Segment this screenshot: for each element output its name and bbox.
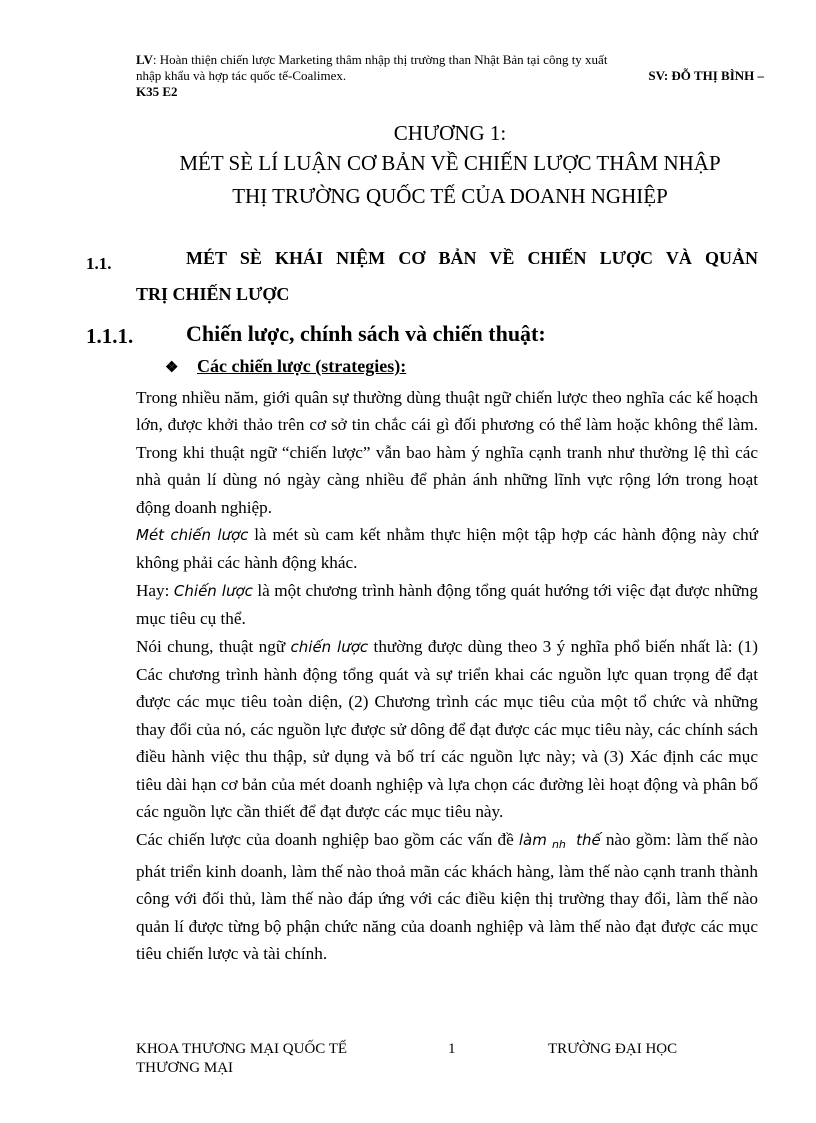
page-header <box>136 52 764 100</box>
page-number: 1 <box>448 1041 456 1057</box>
body-text <box>136 384 758 968</box>
section-1-1-1-title: Chiến lược, chính sách và chiến thuật: <box>186 321 546 346</box>
paragraph-4: Nói chung, thuật ngữ chiến lược thường được dùng theo 3 ý nghĩa phổ biến nhất là: (1) Các chương trình hành động tổng quát và sự triển khai các nguồn lực quan trọng để đạt được các mục tiêu toàn diện, (2) Chương trình các mục tiêu của một tổ chức và những thay đổi của nó, các nguồn lực được sử dông để đạt được các mục tiêu này, các chính sách điều hành việc thu thập, sử dụng và bố trí các nguồn lực này; và (3) Xác định các mục tiêu dài hạn cơ bản của mét doanh nghiệp và lựa chọn các đường lèi hoạt động và phân bố các nguồn lực cần thiết để đạt được các mục tiêu này. <box>136 636 758 822</box>
header-lv-label: LV <box>136 52 153 67</box>
paragraph-1: Trong nhiều năm, giới quân sự thường dùng thuật ngữ chiến lược theo nghĩa các kế hoạch lớn, được khởi thảo trên cơ sở tin chắc cái gì đối phương có thể làm hoặc không thể làm. Trong khi thuật ngữ “chiến lược” vẫn bao hàm ý nghĩa cạnh tranh như thường lệ thì các nhà quản lí dùng nó ngày càng nhiều để phản ánh những lĩnh vực rộng lớn trong hoạt động doanh nghiệp. <box>136 388 758 517</box>
strategies-heading: Các chiến lược (strategies): <box>197 356 407 376</box>
paragraph-5: Các chiến lược của doanh nghiệp bao gồm các vấn đề làm $_{nh}$ thế nào gồm: làm thế nào phát triển kinh doanh, làm thế nào thoả mãn các khách hàng, làm thế nào cạnh tranh thành công với đối thủ, làm thế nào đáp ứng với các điều kiện thị trường thay đổi, làm thế nào quản lí được từng bộ phận chức năng của doanh nghiệp và làm thế nào đạt được các mục tiêu chiến lược và tài chính. <box>136 829 758 964</box>
paragraph-5-subscript: nh <box>551 837 566 851</box>
footer-university: TRƯỜNG ĐẠI HỌC <box>548 1041 678 1057</box>
section-1-1-1-number: 1.1.1. <box>86 324 134 348</box>
header-line-1 <box>136 52 764 68</box>
chapter-title-line-2: THỊ TRƯỜNG QUỐC TẾ CỦA DOANH NGHIỆP <box>232 184 668 208</box>
header-class: K35 E2 <box>136 84 178 99</box>
paragraph-5-italic: làm <box>518 830 547 849</box>
paragraph-2: Mét chiến lược là mét sù cam kết nhằm thực hiện một tập hợp các hành động này chứ không phải các hành động khác. <box>136 525 758 573</box>
diamond-bullet-icon: ❖ <box>165 360 179 376</box>
paragraph-5-italic-2: thế <box>576 830 601 849</box>
chapter-number: CHƯƠNG 1: <box>393 121 507 145</box>
paragraph-3-italic: Chiến lược <box>173 581 253 600</box>
header-thesis-title: : Hoàn thiện chiến lược Marketing thâm nhập thị trường than Nhật Bản tại công ty xuất <box>152 52 608 67</box>
header-line-2 <box>136 68 764 84</box>
footer-faculty: KHOA THƯƠNG MẠI QUỐC TẾ THƯƠNG MẠI <box>136 1041 348 1076</box>
section-1-1-title-line-1: MÉT SÈ KHÁI NIỆM CƠ BẢN VỀ CHIẾN LƯỢC VÀ QUẢN <box>186 248 758 268</box>
paragraph-2-italic: Mét chiến lược <box>136 526 249 545</box>
paragraph-4-italic: chiến lược <box>290 637 369 656</box>
header-company: nhập khẩu và hợp tác quốc tế-Coalimex. <box>136 68 347 83</box>
paragraph-3: Hay: Chiến lược là một chương trình hành động tổng quát hướng tới việc đạt được những mục tiêu cụ thể. <box>136 580 758 629</box>
strategies-bullet <box>165 356 406 377</box>
chapter-title-line-1: MÉT SÈ LÍ LUẬN CƠ BẢN VỀ CHIẾN LƯỢC THÂM NHẬP <box>179 151 721 175</box>
section-1-1-number: 1.1. <box>86 254 112 273</box>
section-1-1-title <box>136 240 758 312</box>
header-student: SV: ĐỖ THỊ BÌNH – <box>648 68 764 83</box>
section-1-1-title-line-2: TRỊ CHIẾN LƯỢC <box>136 284 290 304</box>
